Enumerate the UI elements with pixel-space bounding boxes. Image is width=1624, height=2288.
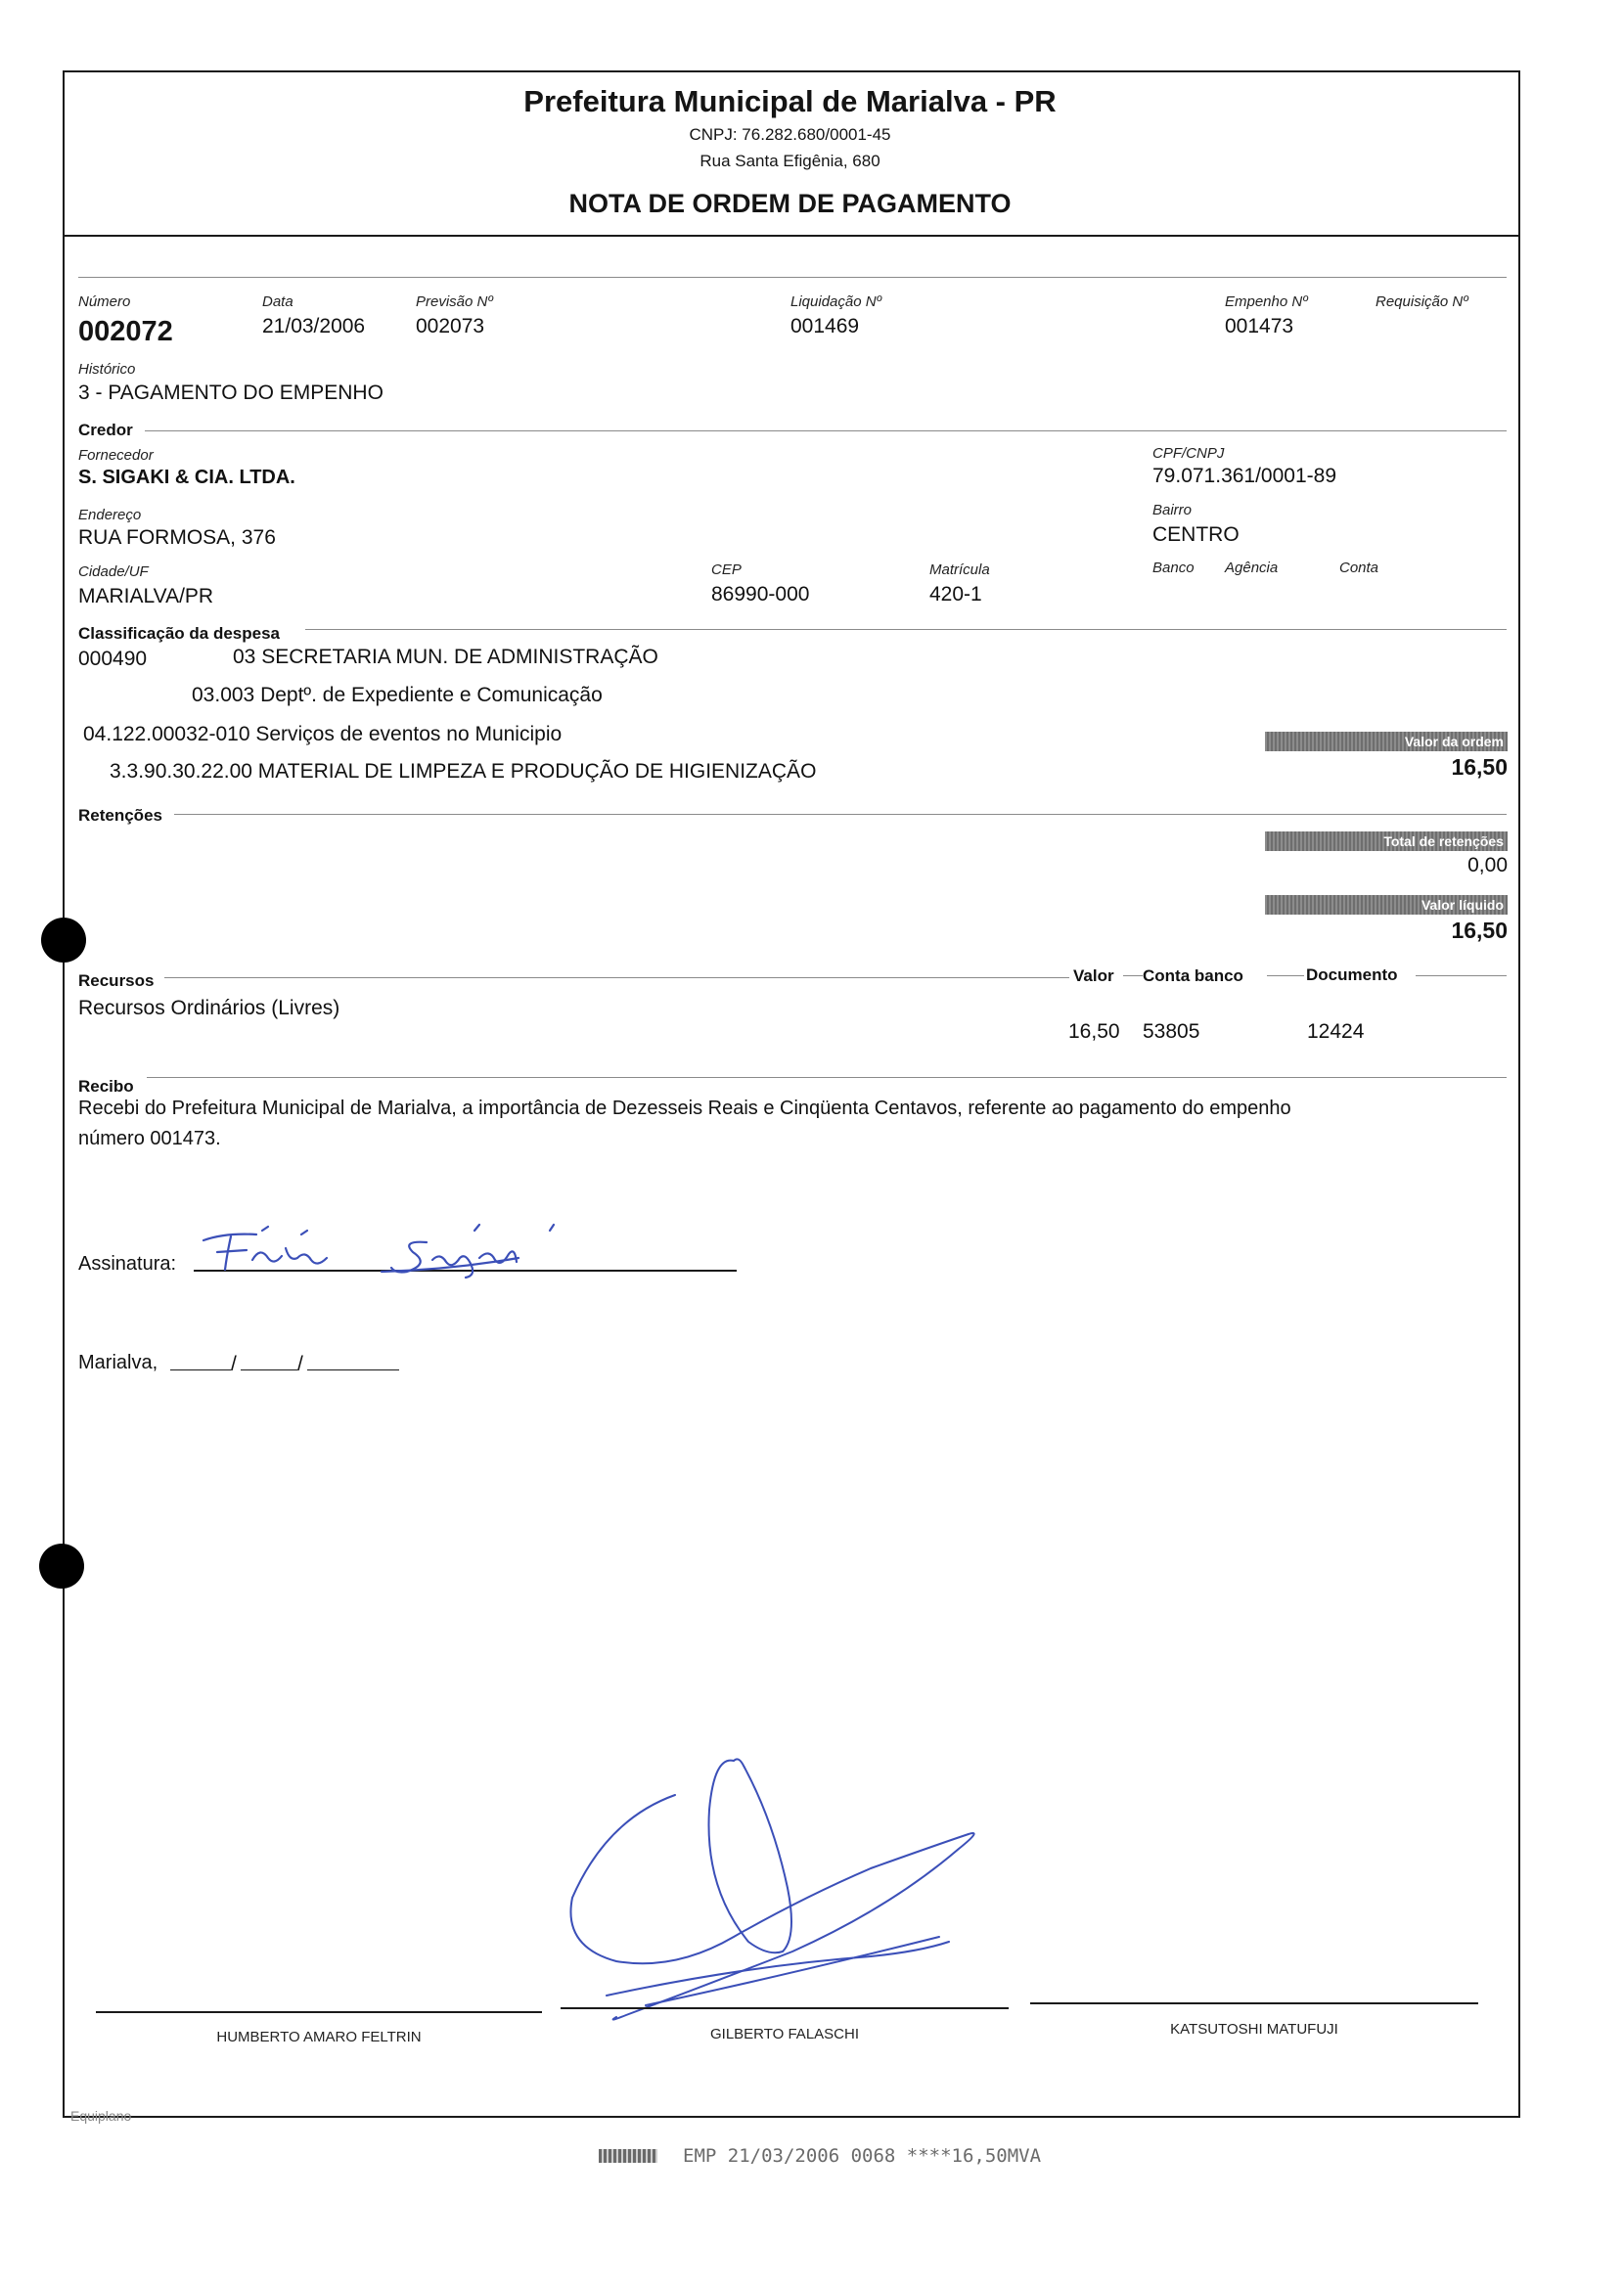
cidade-value: MARIALVA/PR [78,585,214,607]
liquidacao-label: Liquidação Nº [790,293,882,310]
total-retencoes-bar: Total de retenções [1265,831,1508,851]
recursos-divider-a [164,977,1069,978]
assinatura-label: Assinatura: [78,1253,177,1275]
empenho-value: 001473 [1225,315,1294,337]
classificacao-line1: 03 SECRETARIA MUN. DE ADMINISTRAÇÃO [233,646,658,668]
empenho-label: Empenho Nº [1225,293,1308,310]
authority-signature [548,1751,1008,2044]
retencoes-section: Retenções [78,806,162,825]
recursos-documento-label: Documento [1306,965,1398,984]
data-label: Data [262,293,293,310]
handwritten-signature [196,1213,607,1281]
historico-value: 3 - PAGAMENTO DO EMPENHO [78,381,383,404]
credor-divider [145,430,1507,431]
cep-value: 86990-000 [711,583,810,606]
endereco-value: RUA FORMOSA, 376 [78,526,276,549]
recibo-text-line2: número 001473. [78,1128,221,1149]
signatory-line-3 [1030,2002,1478,2004]
cidade-label: Cidade/UF [78,563,149,580]
banco-label: Banco [1152,560,1195,576]
previsao-value: 002073 [416,315,485,337]
recursos-conta-label: Conta banco [1143,966,1243,985]
bairro-value: CENTRO [1152,523,1240,546]
header-divider [63,235,1520,237]
date-blank-year [307,1369,399,1370]
signatory-line-2 [561,2007,1009,2009]
date-blank-month [241,1369,297,1370]
data-value: 21/03/2006 [262,315,366,337]
binder-hole-top [41,918,86,963]
software-footer: Equiplano [70,2108,132,2124]
recursos-documento: 12424 [1307,1020,1365,1043]
historico-label: Histórico [78,361,136,378]
classificacao-line3: 04.122.00032-010 Serviços de eventos no Municipio [83,723,563,745]
bank-stamp-text: EMP 21/03/2006 0068 ****16,50MVA [683,2145,1042,2167]
cpf-value: 79.071.361/0001-89 [1152,465,1337,487]
matricula-value: 420-1 [929,583,982,606]
recursos-divider-d [1416,975,1507,976]
classificacao-line4: 3.3.90.30.22.00 MATERIAL DE LIMPEZA E PRODUÇÃO DE HIGIENIZAÇÃO [110,760,817,783]
retencoes-divider [174,814,1507,815]
local-label: Marialva, [78,1352,158,1373]
requisicao-label: Requisição Nº [1376,293,1468,310]
bank-stamp-mark [599,2149,657,2163]
recursos-valor-label: Valor [1073,966,1114,985]
recibo-section: Recibo [78,1077,134,1096]
credor-section: Credor [78,421,133,439]
valor-ordem-bar: Valor da ordem [1265,732,1508,751]
recibo-divider [147,1077,1507,1078]
document-title: NOTA DE ORDEM DE PAGAMENTO [568,189,1012,218]
signatory-line-1 [96,2011,542,2013]
signatory-name-2: GILBERTO FALASCHI [710,2026,859,2042]
valor-liquido-value: 16,50 [1451,918,1508,943]
total-retencoes-value: 0,00 [1467,854,1508,876]
recibo-text-line1: Recebi do Prefeitura Municipal de Marialva, a importância de Dezesseis Reais e Cinqüenta Centavos, referente ao pagamento do empenho [78,1098,1291,1119]
numero-value: 002072 [78,316,173,347]
matricula-label: Matrícula [929,561,990,578]
valor-liquido-bar: Valor líquido [1265,895,1508,915]
valor-ordem-value: 16,50 [1451,754,1508,780]
numero-label: Número [78,293,131,310]
date-blank-day [170,1369,231,1370]
fornecedor-label: Fornecedor [78,447,154,464]
binder-hole-bottom [39,1544,84,1589]
cnpj-text: CNPJ: 76.282.680/0001-45 [689,125,891,144]
classificacao-section: Classificação da despesa [78,624,281,643]
signatory-name-1: HUMBERTO AMARO FELTRIN [216,2029,422,2045]
recursos-divider-b [1123,975,1143,976]
fornecedor-value: S. SIGAKI & CIA. LTDA. [78,467,295,488]
classificacao-line2: 03.003 Deptº. de Expediente e Comunicação [192,684,603,706]
liquidacao-value: 001469 [790,315,860,337]
page-title: Prefeitura Municipal de Marialva - PR [523,84,1057,118]
date-separator-2: / [297,1353,303,1375]
recursos-divider-c [1267,975,1304,976]
recursos-section: Recursos [78,971,155,990]
classificacao-divider [305,629,1507,630]
recursos-fonte: Recursos Ordinários (Livres) [78,997,340,1019]
header-subdivider [78,277,1507,278]
recursos-valor: 16,50 [1068,1020,1120,1043]
conta-label: Conta [1339,560,1379,576]
endereco-label: Endereço [78,507,142,523]
recursos-conta: 53805 [1143,1020,1200,1043]
date-separator-1: / [231,1353,237,1375]
bairro-label: Bairro [1152,502,1193,518]
agencia-label: Agência [1225,560,1279,576]
previsao-label: Previsão Nº [416,293,493,310]
address-text: Rua Santa Efigênia, 680 [699,152,880,170]
cep-label: CEP [711,561,742,578]
signatory-name-3: KATSUTOSHI MATUFUJI [1170,2021,1338,2038]
classificacao-code: 000490 [78,648,148,670]
cpf-label: CPF/CNPJ [1152,445,1225,462]
